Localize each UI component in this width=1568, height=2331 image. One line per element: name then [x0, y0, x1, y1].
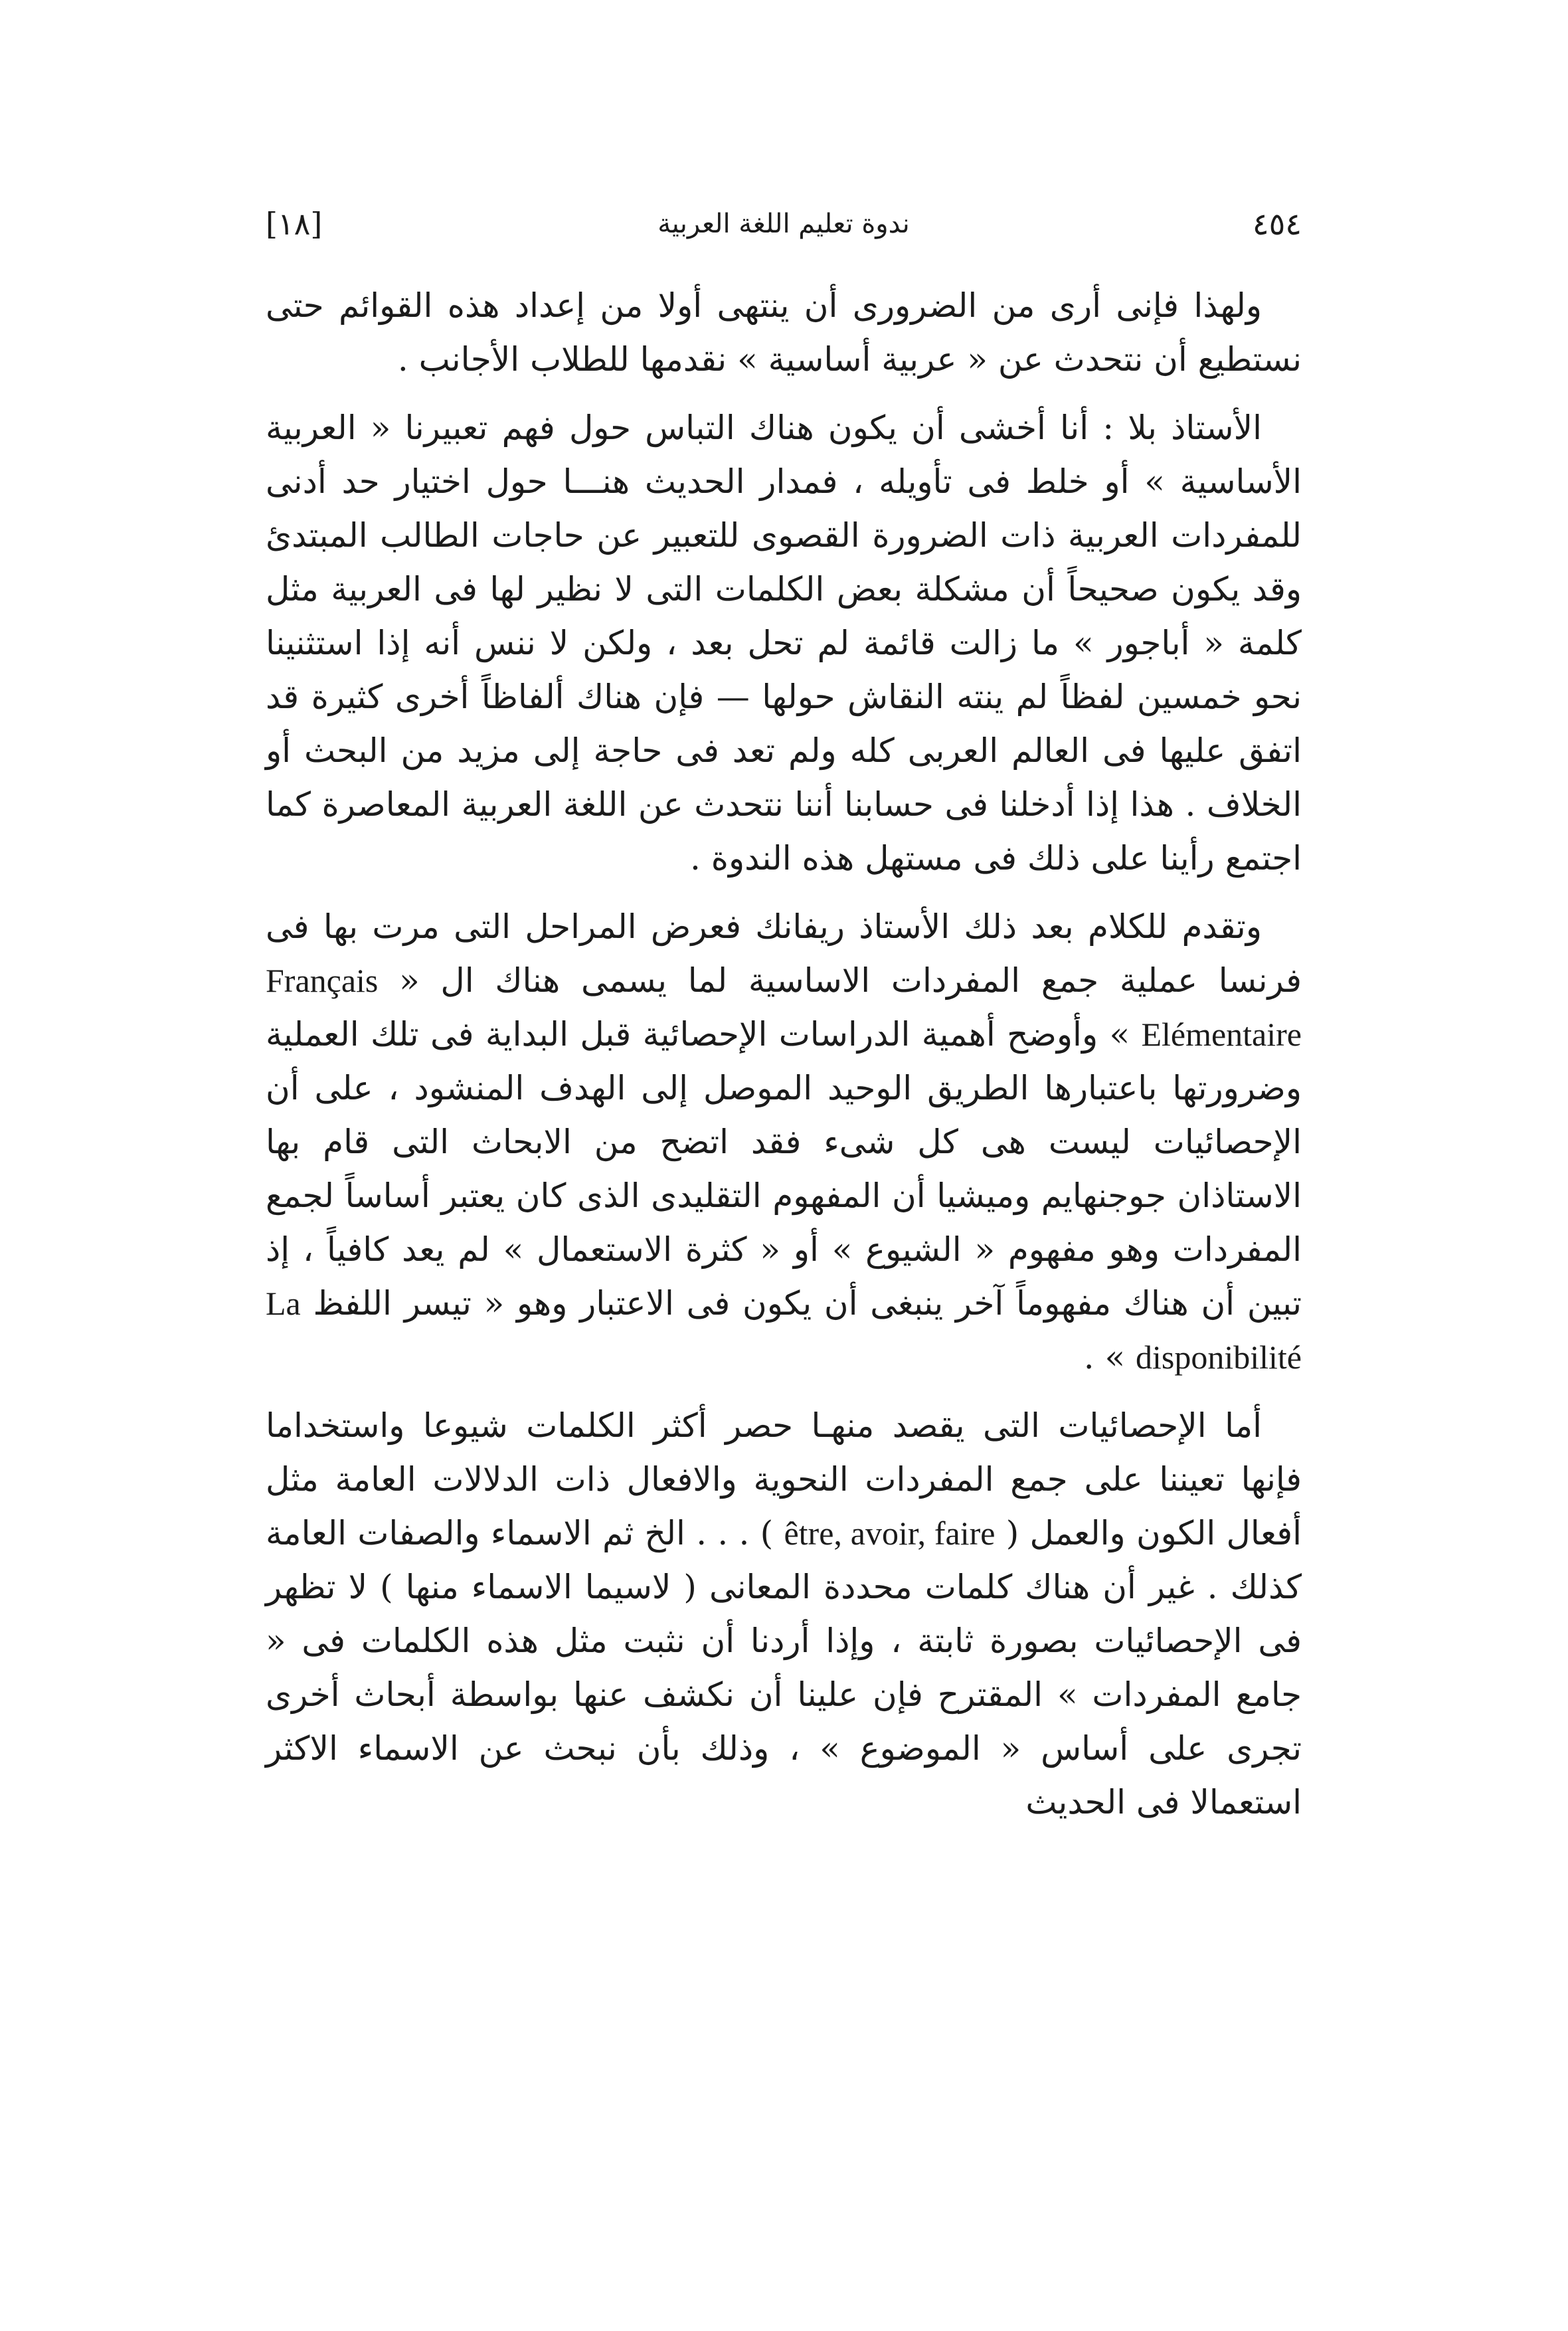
- paragraph-3-text-before: وتقدم للكلام بعد ذلك الأستاذ ريفانك فعرض المراحل التى مرت بها فى فرنسا عملية جمع المفردات الاساسية لما يسمى هناك ال «: [266, 907, 1302, 1000]
- paragraph-1-text: ولهذا فإنى أرى من الضرورى أن ينتهى أولا من إعداد هذه القوائم حتى نستطيع أن نتحدث عن « عربية أساسية » نقدمها للطلاب الأجانب .: [266, 286, 1302, 379]
- latin-term-etre-avoir-faire: être, avoir, faire: [784, 1515, 996, 1552]
- paragraph-3-text-after: » .: [1083, 1338, 1126, 1376]
- section-reference: [١٨]: [266, 206, 323, 242]
- paragraph-1: [266, 279, 1302, 387]
- running-title: ندوة تعليم اللغة العربية: [657, 209, 910, 239]
- paragraph-3: [266, 900, 1302, 1384]
- body-text: [266, 279, 1302, 1844]
- latin-term-la-disponibilite: La disponibilité: [266, 1285, 1302, 1376]
- paragraph-2-text: الأستاذ بلا : أنا أخشى أن يكون هناك التباس حول فهم تعبيرنا « العربية الأساسية » أو خلط فى تأويله ، فمدار الحديث هنـــا حول اختيار حد أدنى للمفردات العربية ذات الضرورة القصوى للتعبير عن حاجات الطالب المبتدئ وقد يكون صحيحاً أن مشكلة بعض الكلمات التى لا نظير لها فى العربية مثل كلمة « أباجور » ما زالت قائمة لم تحل بعد ، ولكن لا ننس أنه إذا استثنينا نحو خمسين لفظاً لم ينته النقاش حولها — فإن هناك ألفاظاً أخرى كثيرة قد اتفق عليها فى العالم العربى كله ولم تعد فى حاجة إلى مزيد من البحث أو الخلاف . هذا إذا أدخلنا فى حسابنا أننا نتحدث عن اللغة العربية المعاصرة كما اجتمع رأينا على ذلك فى مستهل هذه الندوة .: [266, 409, 1302, 878]
- page-number: ٤٥٤: [1252, 206, 1302, 242]
- paragraph-4: [266, 1399, 1302, 1829]
- latin-term-francais-elementaire: Français Elémentaire: [266, 962, 1302, 1053]
- paragraph-2: [266, 401, 1302, 886]
- paragraph-4-text-after: ) . . . الخ ثم الاسماء والصفات العامة كذلك . غير أن هناك كلمات محددة المعانى ( لاسيما الاسماء منها ) لا تظهر فى الإحصائيات بصورة ثابتة ، وإذا أردنا أن نثبت مثل هذه الكلمات فى « جامع المفردات » المقترح فإن علينا أن نكشف عنها بواسطة أبحاث أخرى تجرى على أساس « الموضوع » ، وذلك بأن نبحث عن الاسماء الاكثر استعمالا فى الحديث: [266, 1514, 1302, 1821]
- paragraph-4-text-before: أما الإحصائيات التى يقصد منهـا حصر أكثر الكلمات شيوعا واستخداما فإنها تعيننا على جمع المفردات النحوية والافعال ذات الدلالات العامة مثل أفعال الكون والعمل (: [266, 1406, 1302, 1552]
- page-header: [266, 199, 1302, 259]
- paragraph-3-text-middle: » وأوضح أهمية الدراسات الإحصائية قبل البداية فى تلك العملية وضرورتها باعتبارها الطريق الوحيد الموصل إلى الهدف المنشود ، على أن الإحصائيات ليست هى كل شىء فقد اتضح من الابحاث التى قام بها الاستاذان جوجنهايم وميشيا أن المفهوم التقليدى الذى كان يعتبر أساساً لجمع المفردات وهو مفهوم « الشيوع » أو « كثرة الاستعمال » لم يعد كافياً ، إذ تبين أن هناك مفهوماً آخر ينبغى أن يكون فى الاعتبار وهو « تيسر اللفظ: [266, 1015, 1302, 1323]
